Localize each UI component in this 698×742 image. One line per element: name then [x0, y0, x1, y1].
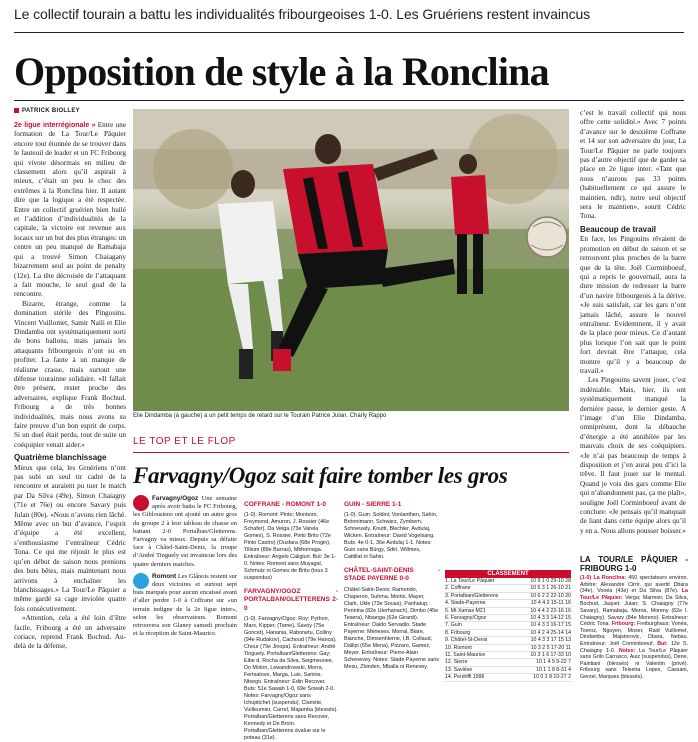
flop-item: Romont Les Glânois restent sur deux victoires et surtout sept buts marqués pour aucun encaissé avant d’aller perdre 1-0 à Coffrane sur «un terrain indigne de la 2e ligue inter», selon les observateurs. Romont retrouvera son Glaney samedi prochain et la réception de Saint-Maurice.: [133, 572, 237, 638]
section-label: LE TOP ET LE FLOP: [133, 436, 236, 447]
team-stats: 10 4 3 3 14-12 15: [530, 615, 571, 622]
result-text: Châtel-Saint-Denis: Ramondo, Chaperon, Suhma, Mortis, Mayer, Clark, Ukle (73e Sousa), Panhalup, Pennina (82e Uterhanach), Dimbo (45e Tesera), Ntsanga (62e Girardi). Entraîneur: Daido Servadio. Stade Payerne: Meneses, Morral, Biare, Bianche, Dimsenhlerne, I.B. Collaud, Dallipi (65e Mena), Pizzaro, Gamez, Meyer. Entraîneur: Pierre-Alain Schenevey. Notes: Stade Payerne sans Mezu, Zbinden, Mballa ni Renevey.: [344, 586, 439, 670]
team-stats: 10 4 2 4 25-14 14: [530, 629, 571, 636]
standings-row: [445, 674, 571, 681]
flop-badge-icon: [133, 573, 149, 589]
result-header: GUIN - SIERRE 1-1: [344, 501, 402, 508]
team-stats: 10 4 3 3 16-17 15: [530, 622, 571, 629]
team-name: 5. Mt Xamax M21: [445, 607, 486, 614]
team-name: 7. Guin: [445, 622, 462, 629]
team-name: 8. Fribourg: [445, 629, 471, 636]
team-stats: 10 6 2 2 22-10 20: [530, 592, 571, 599]
top-badge-icon: [133, 495, 149, 511]
standings-row: [445, 608, 571, 615]
team-name: 10. Romont: [445, 644, 472, 651]
team-name: 13. Savièse: [445, 666, 473, 673]
paragraph: c’est le travail collectif qui nous offre cette solidité.» Avec 7 points d’avance sur le deuxième Coffrane et 14 sur son adversaire du jour, La Tour/Le Pâquier ne parle toujours pas d’autre objectif que de garder sa place en 2e ligue inter. «Tant que nous n’aurons pas 33 points (habituellement ce qui assure le maintien, ndlr), notre seul objectif sera le maintien», sourit Cédric Tona.: [580, 109, 686, 221]
standings-row: [445, 630, 571, 637]
standings-row: [445, 659, 571, 666]
paragraph: Mieux que cela, les Gruériens n’ont pas subi un seul tir cadré de la rencontre et auraient pu tuer le match par Da Silva (49e), Simon Chaiagny (71e et 76e) ou encore Savary puis Julan (80e). «Nous n’avons rien lâché. Même avec un but d’avance, l’esprit d’équipe a été excellent, s’enthousiasme l’entraîneur Cédric Tona. Ce qui me réjouit le plus est qu’en début de saison nous prenions des buts bêtes, mais maintenant nous arrivons à enchaîner les blanchissages.» La Tour/Le Pâquier a même gardé sa cage inviolée quatre fois consécutivement.: [14, 463, 126, 613]
byline-square-icon: [14, 108, 19, 113]
top-flop-text: [133, 495, 237, 695]
team-stats: 10 3 2 5 17-20 11: [530, 644, 571, 651]
article-headline: Opposition de style à la Ronclina: [14, 49, 549, 94]
team-name: 9. Châtel-St-Denis: [445, 637, 488, 644]
subheading: Quatrième blanchissage: [14, 453, 107, 463]
team-name: 1. La Tour/Le Pâquier: [445, 578, 495, 584]
team-name: 12. Sierre: [445, 659, 468, 666]
standings-row: [445, 600, 571, 607]
photo-credit: Charly Rappo: [349, 413, 387, 419]
team-stats: 10 0 2 8 10-27 2: [533, 674, 571, 681]
divider-headline: [14, 100, 684, 101]
standings-row: [445, 667, 571, 674]
team-name: 6. Farvagny/Ogoz: [445, 615, 487, 622]
subheading: Beaucoup de travail: [580, 224, 657, 234]
team-name: 4. Stade-Payerne: [445, 600, 486, 607]
byline: PATRICK BIOLLEY: [14, 108, 80, 114]
standings-row: [445, 637, 571, 644]
team-stats: 10 3 1 6 17-33 10: [530, 652, 571, 659]
team-stats: 10 6 3 1 26-10 21: [530, 585, 571, 592]
standings-row: [445, 593, 571, 600]
match-photo: [133, 109, 569, 411]
section-title: Farvagny/Ogoz sait faire tomber les gros: [133, 463, 508, 488]
result-header: COFFRANE - ROMONT 1-0: [244, 501, 326, 508]
standings-row: [445, 615, 571, 622]
rubric-label: 2e ligue interrégionale: [14, 122, 90, 129]
photo-caption: Elie Dindamba (à gauche) a un petit temps de retard sur le Tourain Patrice Julan. Charly Rappo: [133, 413, 387, 419]
article-column-4: [580, 109, 686, 549]
standings-row: [445, 622, 571, 629]
team-stats: 10 4 4 2 15-11 16: [530, 600, 571, 607]
article-kicker: Le collectif tourain a battu les individualités fribourgeoises 1-0. Les Gruériens restent invaincus: [14, 6, 591, 22]
result-text: (1-0). Guin: Soldini; Vonlanthen, Sahin, Brönnimann, Schwarz, Zymbern, Schneuwly, Knutti, Blechler, Avdulaj, Wicken. Entraîneur: David Vogelsang. Buts: 4e 0-1, 36e Avdulaj 1-1. Notes: Guin sans Bürgy, Sdiri, Willmes, Cattillat ni Sahin.: [344, 512, 438, 561]
standings-row: [445, 652, 571, 659]
match-sheet-text: (1-0) La Ronclina: 450 spectateurs environ. Arbitre: Alexandre Cirrir, qui avertit Dbara (34e), Vonéa (43e) et Da Silva (87e). La Tour/Le Pâquier: Verga; Marmier, Da Silva, Bochud, Jaquet; Julan; S. Chaiagny (77e Savary), Ramabaja, Morna, Moreny (62e I. Chaiagny). Savary (84e Moreno). Entraîneur: Cédric Tona. Fribourg: Freiburghaus; Vonéa, Toeroz, Nguyen, Moser, Raid Vuillomet, Dindamba; Majstorovic, Dbara, Nebau. Entraîneur: Joël Corminboeuf. But: 12e S. Chaiagny 1-0. Notes: La Tour/Le Pâquier sans Grilo Carrasco, Auiz (suspendus), Dene, Paintiani (blessés) ni Valentin (privé). Fribourg sans Teixeira Lopes, Cassani, Gerzel, Marques (blessés).: [580, 575, 688, 680]
divider-top: [14, 32, 684, 33]
results-column-2: [344, 495, 440, 695]
results-column-1: [244, 495, 338, 741]
team-stats: 10 9 1 0 29-10 28: [530, 578, 571, 584]
paragraph: En face, les Pingouins rêvaient de promotion en début de saison et se retrouvent plus proches de la barre que de la tête. Joël Corminboeuf, qui a repris le gouvernail, aura la dure mission de redresser la barre d’un navire fribourgeois à la dérive. «Je suis satisfait, car les gars n’ont jamais lâché, assure le nouvel entraîneur. Evidemment, il y avait de la place pour mieux. Ce d’autant plus lorsque l’on sait que le point fort devrait être l’attaque, cela montre qu’il y a beaucoup de travail.»: [580, 235, 686, 375]
standings-row: [445, 585, 571, 592]
team-stats: 10 4 4 2 22-16 16: [530, 607, 571, 614]
team-name: 3. Portalban/Gletterens: [445, 592, 499, 599]
standings-header: CLASSEMENT: [445, 570, 571, 578]
team-name: 14. Perdriffi 1996: [445, 674, 485, 681]
team-stats: 10 1 1 8 8-31 4: [536, 666, 571, 673]
top-item: Farvagny/Ogoz Une semaine après avoir battu le FC Fribourg, les Giblousiens ont ajouté un autre gros du groupe 2 à leur tableau de chasse en battant 2-0 Portalban/Gletterens. Farvagny va mieux. Depuis sa défaite face à Châtel-Saint-Denis, la troupe d’André Tinguely est invaincue lors des quatre derniers matches.: [133, 495, 237, 568]
result-header: CHÂTEL-SAINT-DENIS - STADE PAYERNE 0-0: [344, 567, 440, 583]
team-stats: 10 4 3 3 17 15 13: [530, 637, 571, 644]
paragraph: Les Pingouins savent jouer, c’est indéniable. Mais, hier, ils ont systématiquement manqué la dernière passe, le dernier geste. A l’image d’un Elie Dindamba, omniprésent, dont la débauche d’énergie a été annihilée par les mauvais choix de ses coéquipiers. «Je n’ai pas beaucoup de temps à disposition et j’en aurai peu d’ici la trêve. Il faut jouer sur le mental. Quand je vois des gars comme Elie qui n’abandonnent pas, ça me plaît», souligne Joël Corminboeuf avant de conclure: «Je pensais qu’il manquait de liant dans cette équipe alors qu’il y en a. Nous allons pousser boisser.»: [580, 376, 686, 535]
match-photo-illustration: [133, 109, 569, 411]
team-stats: 10 1 4 5 9-22 7: [536, 659, 571, 666]
paragraph: Bizarre, étrange, comme la domination stérile des Pingouins. Vincent Vuillomet, Samir Naili et Elie Dindamba ont systématiquement sorti de bons ballons, mais jamais les attaquants fribourgeois n’ont su en profiter. La faute à un manque de réalisme crasse, mais surtout une défense tourainne solidaire. «Il fallait être présent, rester proche des adversaires, explique Frank Bochud. Fribourg a de très bonnes individualités, mais nous avons su faire preuve d’un bon esprit de corps. Si un duel était perdu, tout de suite un coéquipier venait aider.»: [14, 299, 126, 449]
paragraph: «Attention, cela a été loin d’être facile, Fribourg a été un adversaire coriace, reprend Frank Bochud. Au-delà de la défense,: [14, 614, 126, 651]
standings-row: [445, 645, 571, 652]
standings-table: [445, 570, 571, 682]
result-text: (1-0). Farvagny/Ogoz: Roy; Python, Marx, Kipper, (Tame), Savoy (75e Goncet), Hanania, Rabonetu, Colliny (94e Rudakov), Cachoud (79e Hanca), Chour (79e Jinopa). Entraîneur: André Tinguely. Portalban/Gletterens: Gay; Eibe d, Rocha da Silva, Seigmeunee, Do Moton, Lewandrowski, Morra, Fertsatove, Marga, Luis, Santos. Ntsego. Entraîneur: Edin Recover. Buts: 51e Sawah 1-0, 69e Sowah 2-0. Notes: Farvagny/Ogoz sans Ichupitchet (suspendu), Clarivite, Vuilleumier, Carrel, Majamba (blessés). Portalban/Gletterens sans Recover, Kennedy et De Broin. Portalban/Gletterens évalue sur le poteau (31e).: [244, 615, 338, 741]
result-header: FARVAGNY/OGOZ - PORTALBAN/GLETTERENS 2-0: [244, 588, 338, 612]
match-sheet-title: LA TOUR/LE PÂQUIER - FRIBOURG 1-0: [580, 555, 688, 573]
section-divider: [133, 452, 569, 453]
match-sheet: [580, 555, 688, 681]
team-name: 11. Saint-Maurice: [445, 652, 486, 659]
standings-rows: [445, 578, 571, 682]
article-column-1: [14, 121, 126, 696]
lead-paragraph: 2e ligue interrégionale » Entre une formation de La Tour/Le Pâquier encore tout étonnée de se trouver dans le fauteuil de leader et un FC Fribourg qui vivote désormais en milieu de classement alors qu’il aspirait à mieux, c’était un peu le choc des extrêmes à la Ronclina hier. Il autant dire que la logique a été respectée. Entre un collectif gruérien bien huilé et l’addition d’individualités de la capitale, la victoire est revenue aux locaux sur un but des plus étranges: un centre un peu manqué de Ramabaja qui a trouvé Simon Chaiagany bizarrement seul au point de penalty (12e). La tête décroisée de l’attaquant a fait mouche, le seul goal de la rencontre.: [14, 121, 127, 299]
team-name: 2. Coffrane: [445, 585, 471, 592]
result-text: (1-0). Romont: Pinto; Monteiro, Freymond, Amuron, J. Rossier (46e Schafer), Da Veiga (73e Varela Gomes), S. Rossier, Pinto Brito (72e Pinto Castro) (Ousfara (68e Progin), Tillium (89e Barras), Mbhomaga. Entraîneur: Angelo Caligiuri. But: 3e 1-0. Notes: Romont sans Muyagal, Schmutz ni Gomes de Brito (tous 3 suspendus): [244, 512, 336, 582]
standings-row: [445, 578, 571, 585]
